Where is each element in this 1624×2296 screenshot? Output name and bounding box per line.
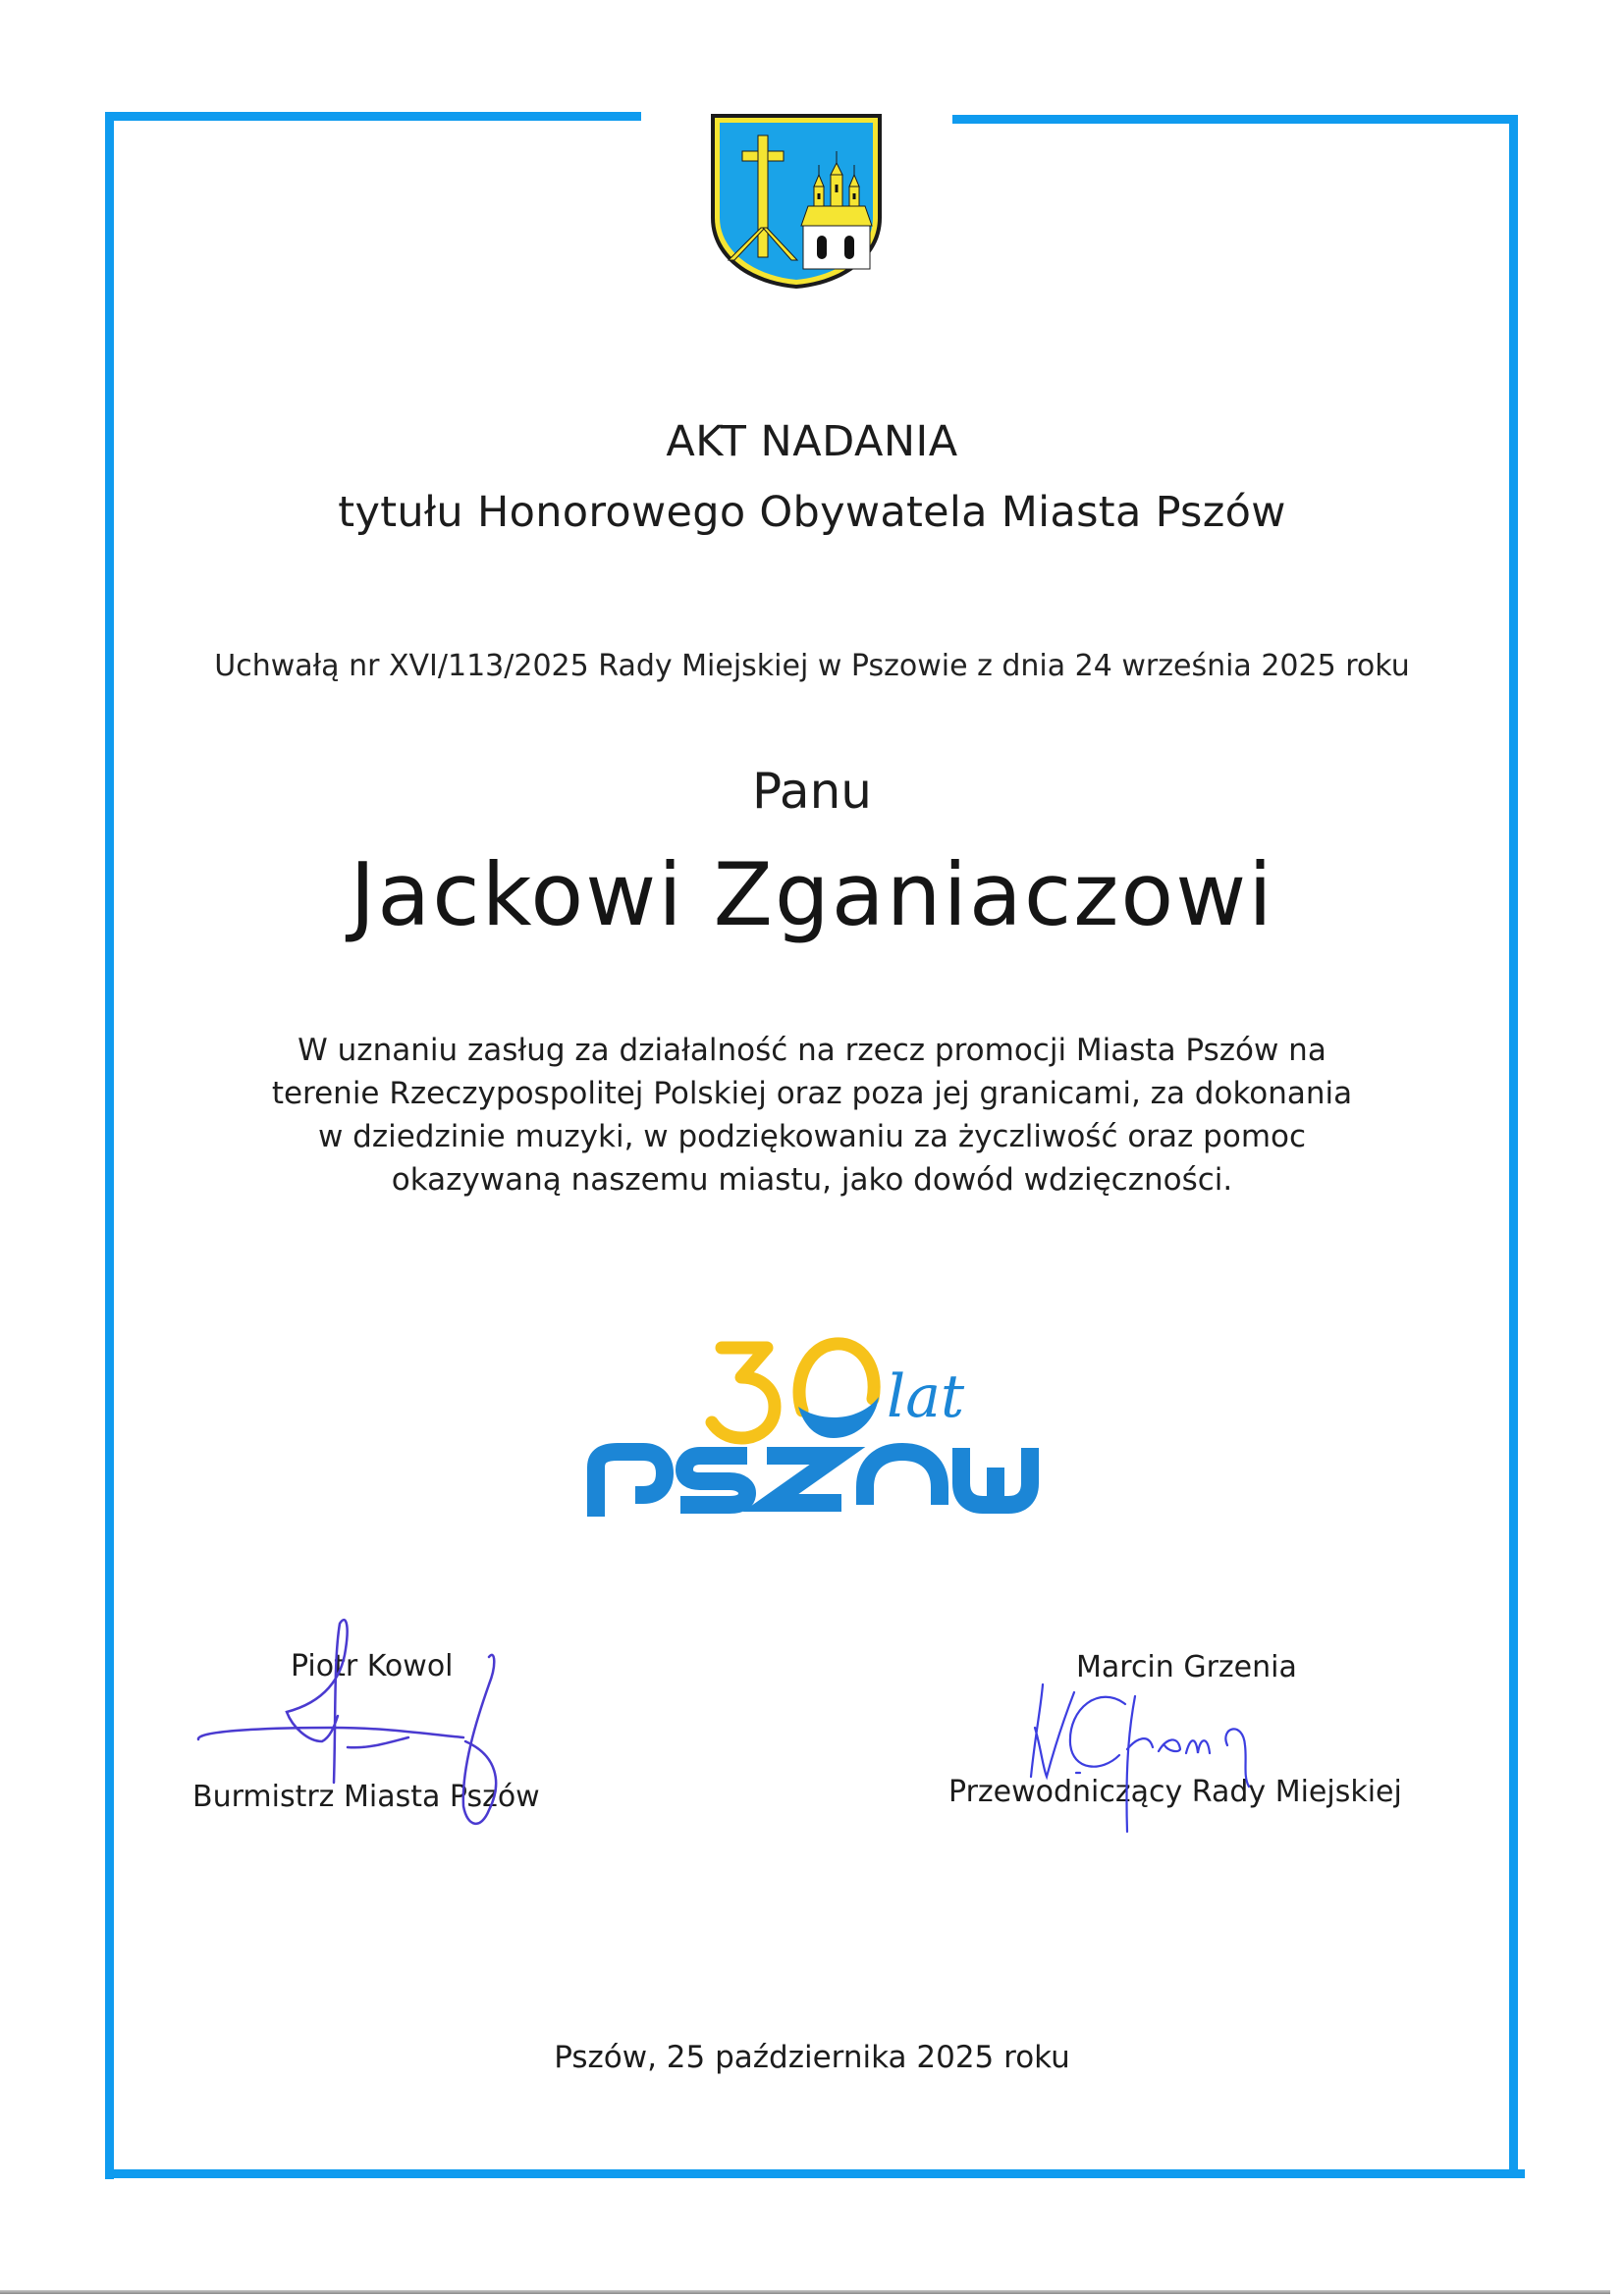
signatory-name: Piotr Kowol [291, 1649, 454, 1683]
signatory-role: Przewodniczący Rady Miejskiej [948, 1775, 1402, 1809]
signatory-name: Marcin Grzenia [1076, 1650, 1297, 1684]
frame-top-left [105, 112, 641, 121]
citation-paragraph [0, 1029, 1624, 1201]
scan-edge [0, 2290, 1610, 2294]
frame-top-right [952, 115, 1515, 124]
logo-word-pszow [596, 1448, 1030, 1517]
signatory-mayor [177, 1600, 589, 1855]
signatory-council-chair [933, 1629, 1443, 1855]
coat-of-arms-icon [707, 110, 886, 293]
citation-line: terenie Rzeczypospolitej Polskiej oraz poza jej granicami, za dokonania [271, 1076, 1353, 1111]
logo-digit-zero-top [799, 1344, 874, 1411]
anniversary-logo [574, 1320, 1056, 1517]
citation-line: w dziedzinie muzyki, w podziękowaniu za życzliwość oraz pomoc [317, 1119, 1307, 1154]
resolution-reference: Uchwałą nr XVI/113/2025 Rady Miejskiej w Pszowie z dnia 24 września 2025 roku [214, 649, 1410, 683]
citation-line: okazywaną naszemu miastu, jako dowód wdzięczności. [391, 1162, 1233, 1198]
salutation: Panu [752, 763, 872, 820]
logo-digit-zero-bottom [798, 1397, 879, 1438]
place-and-date: Pszów, 25 października 2025 roku [554, 2040, 1070, 2075]
logo-word-lat: lat [887, 1362, 965, 1431]
logo-digit-three [712, 1348, 775, 1438]
signatory-role: Burmistrz Miasta Pszów [192, 1780, 540, 1814]
frame-bottom [109, 2169, 1525, 2178]
honoree-name: Jackowi Zganiaczowi [350, 844, 1274, 945]
certificate-title: AKT NADANIA [666, 417, 958, 466]
citation-line: W uznaniu zasług za działalność na rzecz promocji Miasta Pszów na [298, 1033, 1326, 1068]
handwritten-signature [177, 1600, 589, 1855]
certificate-subtitle: tytułu Honorowego Obywatela Miasta Pszów [338, 488, 1286, 537]
